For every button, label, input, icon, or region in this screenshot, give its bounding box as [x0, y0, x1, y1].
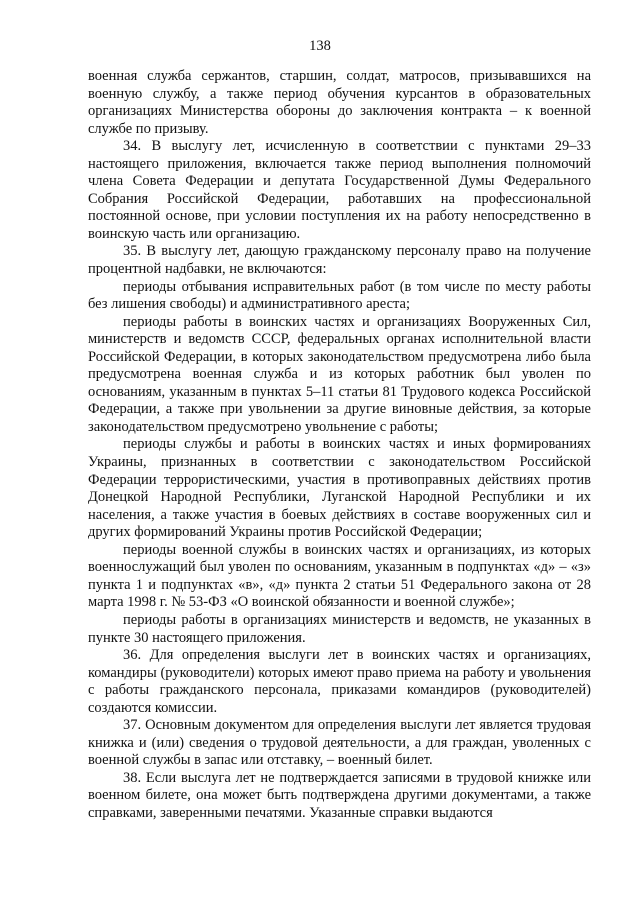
paragraph: периоды военной службы в воинских частях и организациях, из которых военнослужащий был уволен по основаниям, указанным в подпунктах «д» – «з» пункта 1 и подпунктах «в», «д» пункта 2 статьи 51 Федерального закона от 28 марта 1998 г. № 53-ФЗ «О воинской обязанности и военной службе»; [88, 541, 591, 611]
paragraph: 35. В выслугу лет, дающую гражданскому персоналу право на получение процентной надбавки, не включаются: [88, 243, 591, 278]
paragraph: периоды работы в воинских частях и организациях Вооруженных Сил, министерств и ведомств СССР, федеральных органах исполнительной власти Российской Федерации, в которых законодательством предусмотрена либо была предусмотрена военная служба и из которых работник был уволен по основаниям, указанным в пунктах 5–11 статьи 81 Трудового кодекса Российской Федерации, а также при увольнении за другие виновные действия, за которые законодательством предусмотрено увольнение с работы; [88, 313, 591, 435]
page-number: 138 [309, 38, 331, 54]
paragraph: 36. Для определения выслуги лет в воинских частях и организациях, командиры (руководители) которых имеют право приема на работу и увольнения с работы гражданского персонала, приказами командиров (руководителей) создаются комиссии. [88, 647, 591, 716]
paragraph: 38. Если выслуга лет не подтверждается записями в трудовой книжке или военном билете, она может быть подтверждена другими документами, а также справками, заверенными печатями. Указанные справки выдаются [88, 769, 591, 821]
paragraph: периоды работы в организациях министерств и ведомств, не указанных в пункте 30 настоящего приложения. [88, 611, 591, 646]
document-body [88, 68, 591, 823]
paragraph: военная служба сержантов, старшин, солдат, матросов, призывавшихся на военную службу, а также период обучения курсантов в образовательных организациях Министерства обороны до заключения контракта – к военной службе по призыву. [88, 68, 591, 137]
paragraph: периоды отбывания исправительных работ (в том числе по месту работы без лишения свободы) и административного ареста; [88, 278, 591, 313]
paragraph: 34. В выслугу лет, исчисленную в соответствии с пунктами 29–33 настоящего приложения, включается также период выполнения полномочий члена Совета Федерации и депутата Государственной Думы Федерального Собрания Российской Федерации, работавших на профессиональной постоянной основе, при условии поступления их на работу непосредственно в воинскую часть или организацию. [88, 138, 591, 242]
paragraph: 37. Основным документом для определения выслуги лет является трудовая книжка и (или) сведения о трудовой деятельности, а для граждан, уволенных с военной службы в запас или отставку, – военный билет. [88, 717, 591, 769]
paragraph: периоды службы и работы в воинских частях и иных формированиях Украины, признанных в соответствии с законодательством Российской Федерации террористическими, участия в противоправных действиях против Донецкой Народной Республики, Луганской Народной Республики и их населения, а также участия в боевых действиях в составе вооруженных сил и других формирований Украины против Российской Федерации; [88, 436, 591, 541]
